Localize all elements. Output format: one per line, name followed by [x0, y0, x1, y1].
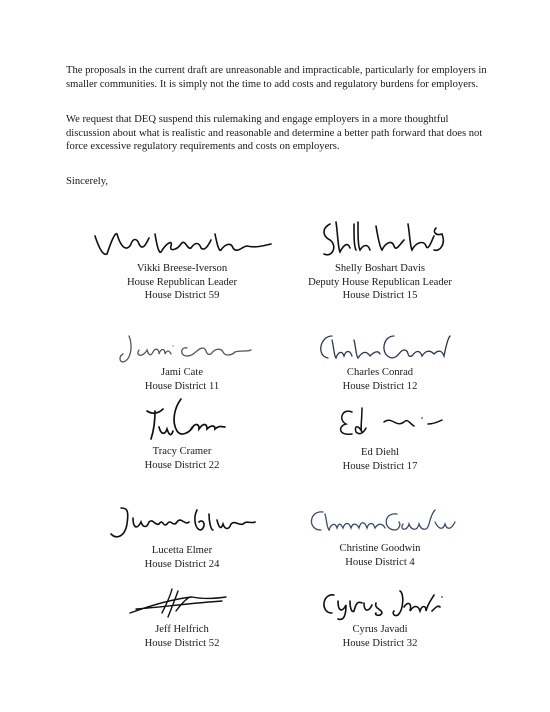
handwritten-signature — [295, 502, 465, 542]
signatory-title: Deputy House Republican Leader — [308, 276, 452, 288]
signatory-name: Lucetta Elmer — [151, 545, 213, 556]
handwritten-signature — [102, 583, 262, 623]
signature-block-cramer — [82, 393, 282, 472]
signature-block-goodwin — [280, 502, 480, 569]
signatory-name: Jami Cate — [160, 367, 204, 378]
signatory-district: House District 32 — [342, 637, 418, 649]
signatory-district: House District 11 — [144, 380, 220, 392]
signatory-district: House District 22 — [144, 459, 220, 471]
signatory-district: House District 4 — [345, 556, 415, 568]
signature-block-helfrich — [82, 583, 282, 650]
signatory-district: House District 12 — [342, 380, 418, 392]
signature-block-boshart-davis — [280, 214, 480, 303]
signatory-name: Shelly Boshart Davis — [334, 263, 426, 274]
signatory-name: Jeff Helfrich — [155, 624, 209, 635]
signatory-district: House District 17 — [342, 460, 418, 472]
handwritten-signature — [300, 214, 460, 262]
signatory-district: House District 59 — [144, 290, 220, 302]
handwritten-signature — [87, 222, 277, 262]
handwritten-signature — [300, 398, 460, 446]
signatory-name: Christine Goodwin — [339, 543, 421, 554]
signatory-name: Charles Conrad — [346, 367, 414, 378]
signatory-district: House District 15 — [342, 290, 418, 302]
signature-block-conrad — [280, 326, 480, 393]
handwritten-signature — [300, 326, 460, 366]
signature-block-javadi — [280, 583, 480, 650]
handwritten-signature — [97, 500, 267, 544]
signatory-district: House District 24 — [144, 558, 220, 570]
handwritten-signature — [107, 393, 257, 445]
handwritten-signature — [107, 326, 257, 366]
body-paragraph-2: We request that DEQ suspend this rulemaking and engage employers in a more thoughtful discussion about what is realistic and reasonable and determine a better path forward that does not force excessive regulatory requirements and costs on employers. — [66, 114, 483, 153]
signatory-name: Cyrus Javadi — [352, 624, 408, 635]
signature-block-breese-iverson — [82, 222, 282, 303]
signatory-title: House Republican Leader — [126, 276, 237, 288]
body-paragraph-1: The proposals in the current draft are unreasonable and impracticable, particularly for employers in smaller communities. It is simply not the time to add costs and regulatory burdens for employers. — [66, 65, 487, 90]
signature-block-elmer — [82, 500, 282, 571]
signatory-district: House District 52 — [144, 637, 220, 649]
signatory-name: Ed Diehl — [361, 447, 399, 458]
signatory-name: Vikki Breese-Iverson — [136, 263, 228, 274]
closing-salutation: Sincerely, — [66, 176, 108, 187]
signature-block-cate — [82, 326, 282, 393]
handwritten-signature — [300, 583, 460, 623]
signatory-name: Tracy Cramer — [152, 446, 212, 457]
signature-block-diehl — [280, 398, 480, 473]
